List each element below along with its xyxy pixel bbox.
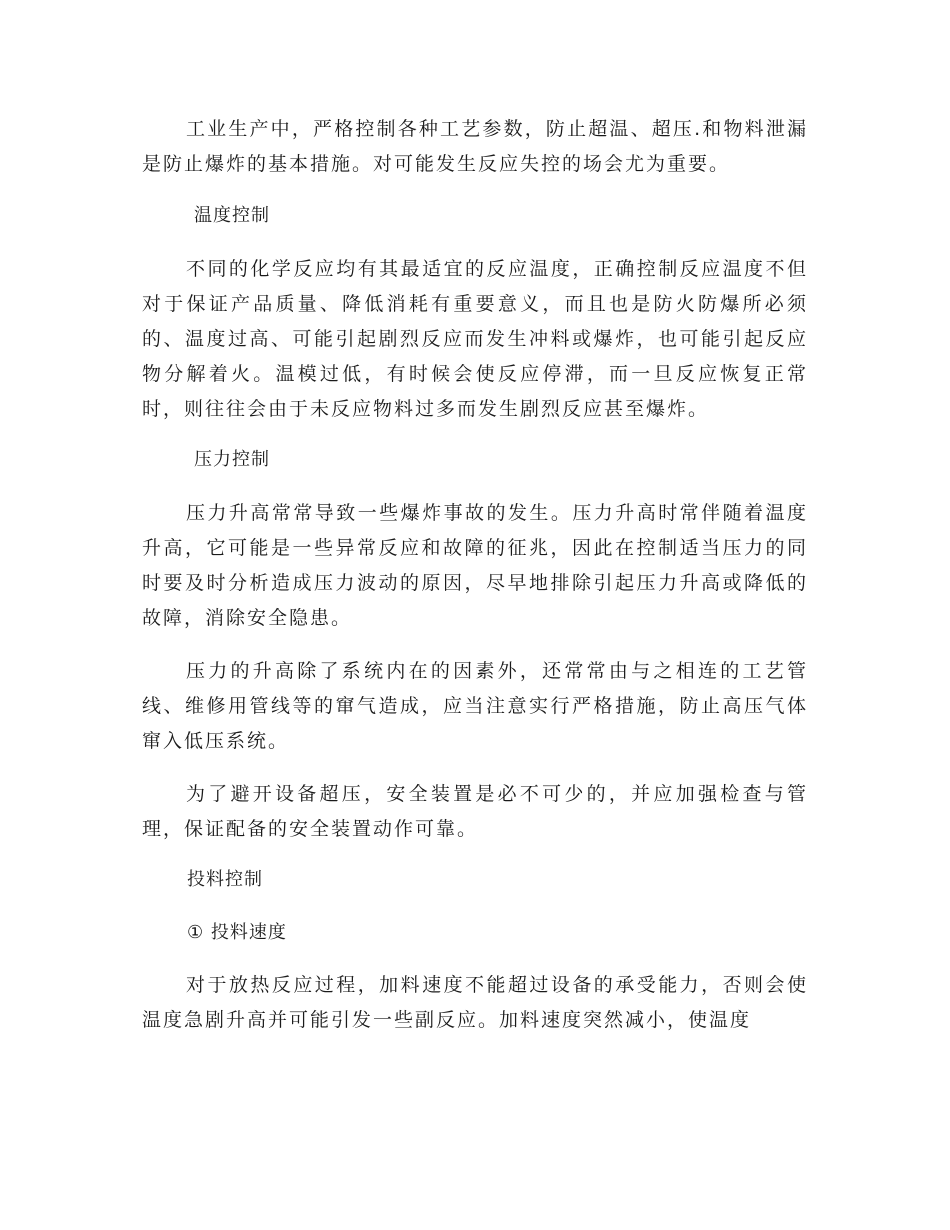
heading-feed-rate: ① 投料速度 bbox=[187, 922, 287, 943]
paragraph-safety-device: 为了避开设备超压，安全装置是必不可少的，并应加强检查与管理，保证配备的安全装置动作可靠。 bbox=[142, 783, 808, 840]
paragraph-intro: 工业生产中，严格控制各种工艺参数，防止超温、超压.和物料泄漏是防止爆炸的基本措施。对可能发生反应失控的场会尤为重要。 bbox=[142, 118, 808, 175]
paragraph-pressure-rise: 压力升高常常导致一些爆炸事故的发生。压力升高时常伴随着温度升高，它可能是一些异常反应和故障的征兆，因此在控制适当压力的同时要及时分析造成压力波动的原因，尽早地排除引起压力升高或降低的故障，消除安全隐患。 bbox=[142, 502, 808, 629]
paragraph-feed-rate: 对于放热反应过程，加料速度不能超过设备的承受能力，否则会使温度急剧升高并可能引发一些副反应。加料速度突然减小，使温度 bbox=[142, 974, 808, 1031]
heading-pressure-control: 压力控制 bbox=[194, 449, 270, 470]
heading-feed-control: 投料控制 bbox=[187, 869, 263, 890]
document-page bbox=[142, 112, 808, 1038]
paragraph-pressure-leak: 压力的升高除了系统内在的因素外，还常常由与之相连的工艺管线、维修用管线等的窜气造成，应当注意实行严格措施，防止高压气体窜入低压系统。 bbox=[142, 660, 808, 752]
paragraph-temperature-control: 不同的化学反应均有其最适宜的反应温度，正确控制反应温度不但对于保证产品质量、降低消耗有重要意义，而且也是防火防爆所必须的、温度过高、可能引起剧烈反应而发生冲料或爆炸，也可能引起反应物分解着火。温模过低，有时候会使反应停滞，而一旦反应恢复正常时，则往往会由于未反应物料过多而发生剧烈反应甚至爆炸。 bbox=[142, 258, 808, 420]
heading-temperature-control: 温度控制 bbox=[194, 205, 270, 226]
